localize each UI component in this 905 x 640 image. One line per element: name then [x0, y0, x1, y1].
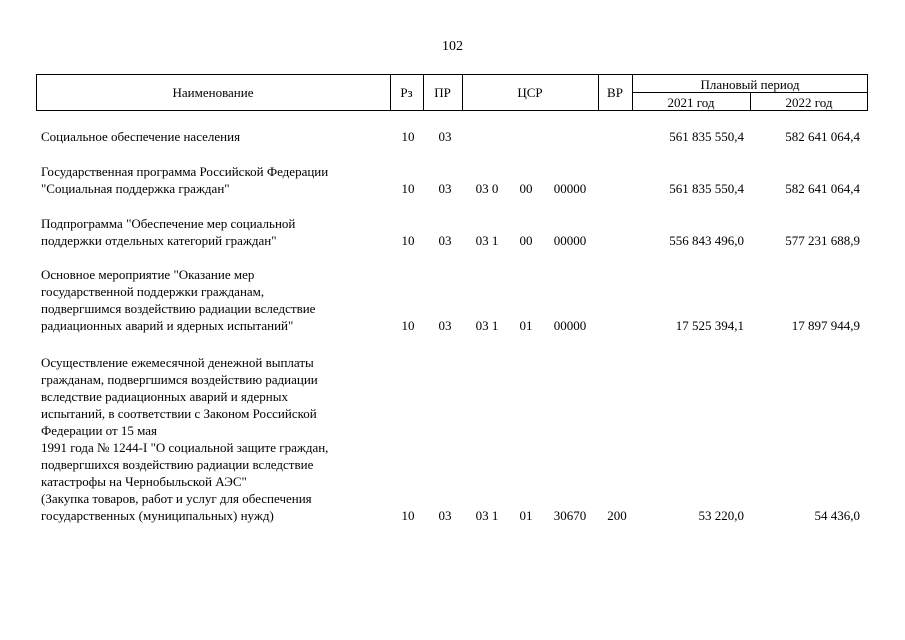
row-amount-2021: 17 525 394,1 [675, 318, 744, 333]
row-csr-direction: 00000 [553, 233, 587, 248]
header-period: Плановый период [700, 77, 800, 92]
row-csr-event: 00 [519, 233, 533, 248]
row-name-line: подвергшимся воздействию радиации вследствие [41, 301, 316, 316]
row-name [41, 215, 386, 249]
row-rz: 10 [401, 181, 415, 196]
row-csr-program: 03 0 [475, 181, 499, 196]
row-pr: 03 [438, 181, 452, 196]
row-csr-event: 01 [519, 318, 533, 333]
row-name-line: испытаний, в соответствии с Законом Российской [41, 406, 317, 421]
row-csr-direction: 00000 [553, 181, 587, 196]
row-pr: 03 [438, 129, 452, 144]
row-pr: 03 [438, 318, 452, 333]
row-amount-2022: 582 641 064,4 [785, 181, 860, 196]
row-name-line: радиационных аварий и ядерных испытаний" [41, 318, 294, 333]
row-csr-program: 03 1 [475, 318, 499, 333]
row-name [41, 128, 386, 145]
row-name-line: государственных (муниципальных) нужд) [41, 508, 274, 523]
row-csr-event: 01 [519, 508, 533, 523]
row-amount-2022: 582 641 064,4 [785, 129, 860, 144]
row-csr-program: 03 1 [475, 508, 499, 523]
row-name [41, 354, 386, 524]
row-name-line: 1991 года № 1244-I "О социальной защите граждан, [41, 440, 329, 455]
row-rz: 10 [401, 129, 415, 144]
row-name-line: "Социальная поддержка граждан" [41, 181, 230, 196]
row-rz: 10 [401, 233, 415, 248]
row-name-line: Социальное обеспечение населения [41, 129, 241, 144]
header-vr: ВР [607, 85, 623, 100]
row-pr: 03 [438, 233, 452, 248]
header-csr: ЦСР [517, 85, 543, 100]
row-name [41, 163, 386, 197]
header-pr: ПР [434, 85, 451, 100]
row-amount-2021: 53 220,0 [698, 508, 744, 523]
header-year-2021: 2021 год [667, 95, 715, 110]
row-name-line: Осуществление ежемесячной денежной выплаты [41, 355, 314, 370]
row-name-line: подвергшихся воздействию радиации вследствие [41, 457, 314, 472]
row-name-line: Государственная программа Российской Федерации [41, 164, 329, 179]
row-name-line: катастрофы на Чернобыльской АЭС" [41, 474, 247, 489]
row-name-line: (Закупка товаров, работ и услуг для обеспечения [41, 491, 312, 506]
row-name [41, 266, 386, 334]
header-year-2022: 2022 год [785, 95, 833, 110]
row-name-line: Федерации от 15 мая [41, 423, 158, 438]
row-csr-direction: 00000 [553, 318, 587, 333]
row-amount-2022: 17 897 944,9 [791, 318, 860, 333]
header-name: Наименование [172, 85, 254, 100]
row-name-line: Основное мероприятие "Оказание мер [41, 267, 255, 282]
row-csr-program: 03 1 [475, 233, 499, 248]
page-number: 102 [442, 39, 463, 54]
row-name-line: поддержки отдельных категорий граждан" [41, 233, 277, 248]
row-csr-event: 00 [519, 181, 533, 196]
row-pr: 03 [438, 508, 452, 523]
row-name-line: вследствие радиационных аварий и ядерных [41, 389, 288, 404]
row-amount-2021: 556 843 496,0 [669, 233, 744, 248]
row-csr-direction: 30670 [553, 508, 587, 523]
row-amount-2022: 54 436,0 [814, 508, 860, 523]
row-name-line: государственной поддержки гражданам, [41, 284, 265, 299]
row-rz: 10 [401, 318, 415, 333]
row-name-line: Подпрограмма "Обеспечение мер социальной [41, 216, 296, 231]
row-rz: 10 [401, 508, 415, 523]
row-vr: 200 [607, 508, 627, 523]
row-amount-2021: 561 835 550,4 [669, 181, 744, 196]
row-amount-2022: 577 231 688,9 [785, 233, 860, 248]
row-amount-2021: 561 835 550,4 [669, 129, 744, 144]
row-name-line: гражданам, подвергшимся воздействию радиации [41, 372, 318, 387]
table-header [36, 74, 868, 111]
header-rz: Рз [400, 85, 413, 100]
